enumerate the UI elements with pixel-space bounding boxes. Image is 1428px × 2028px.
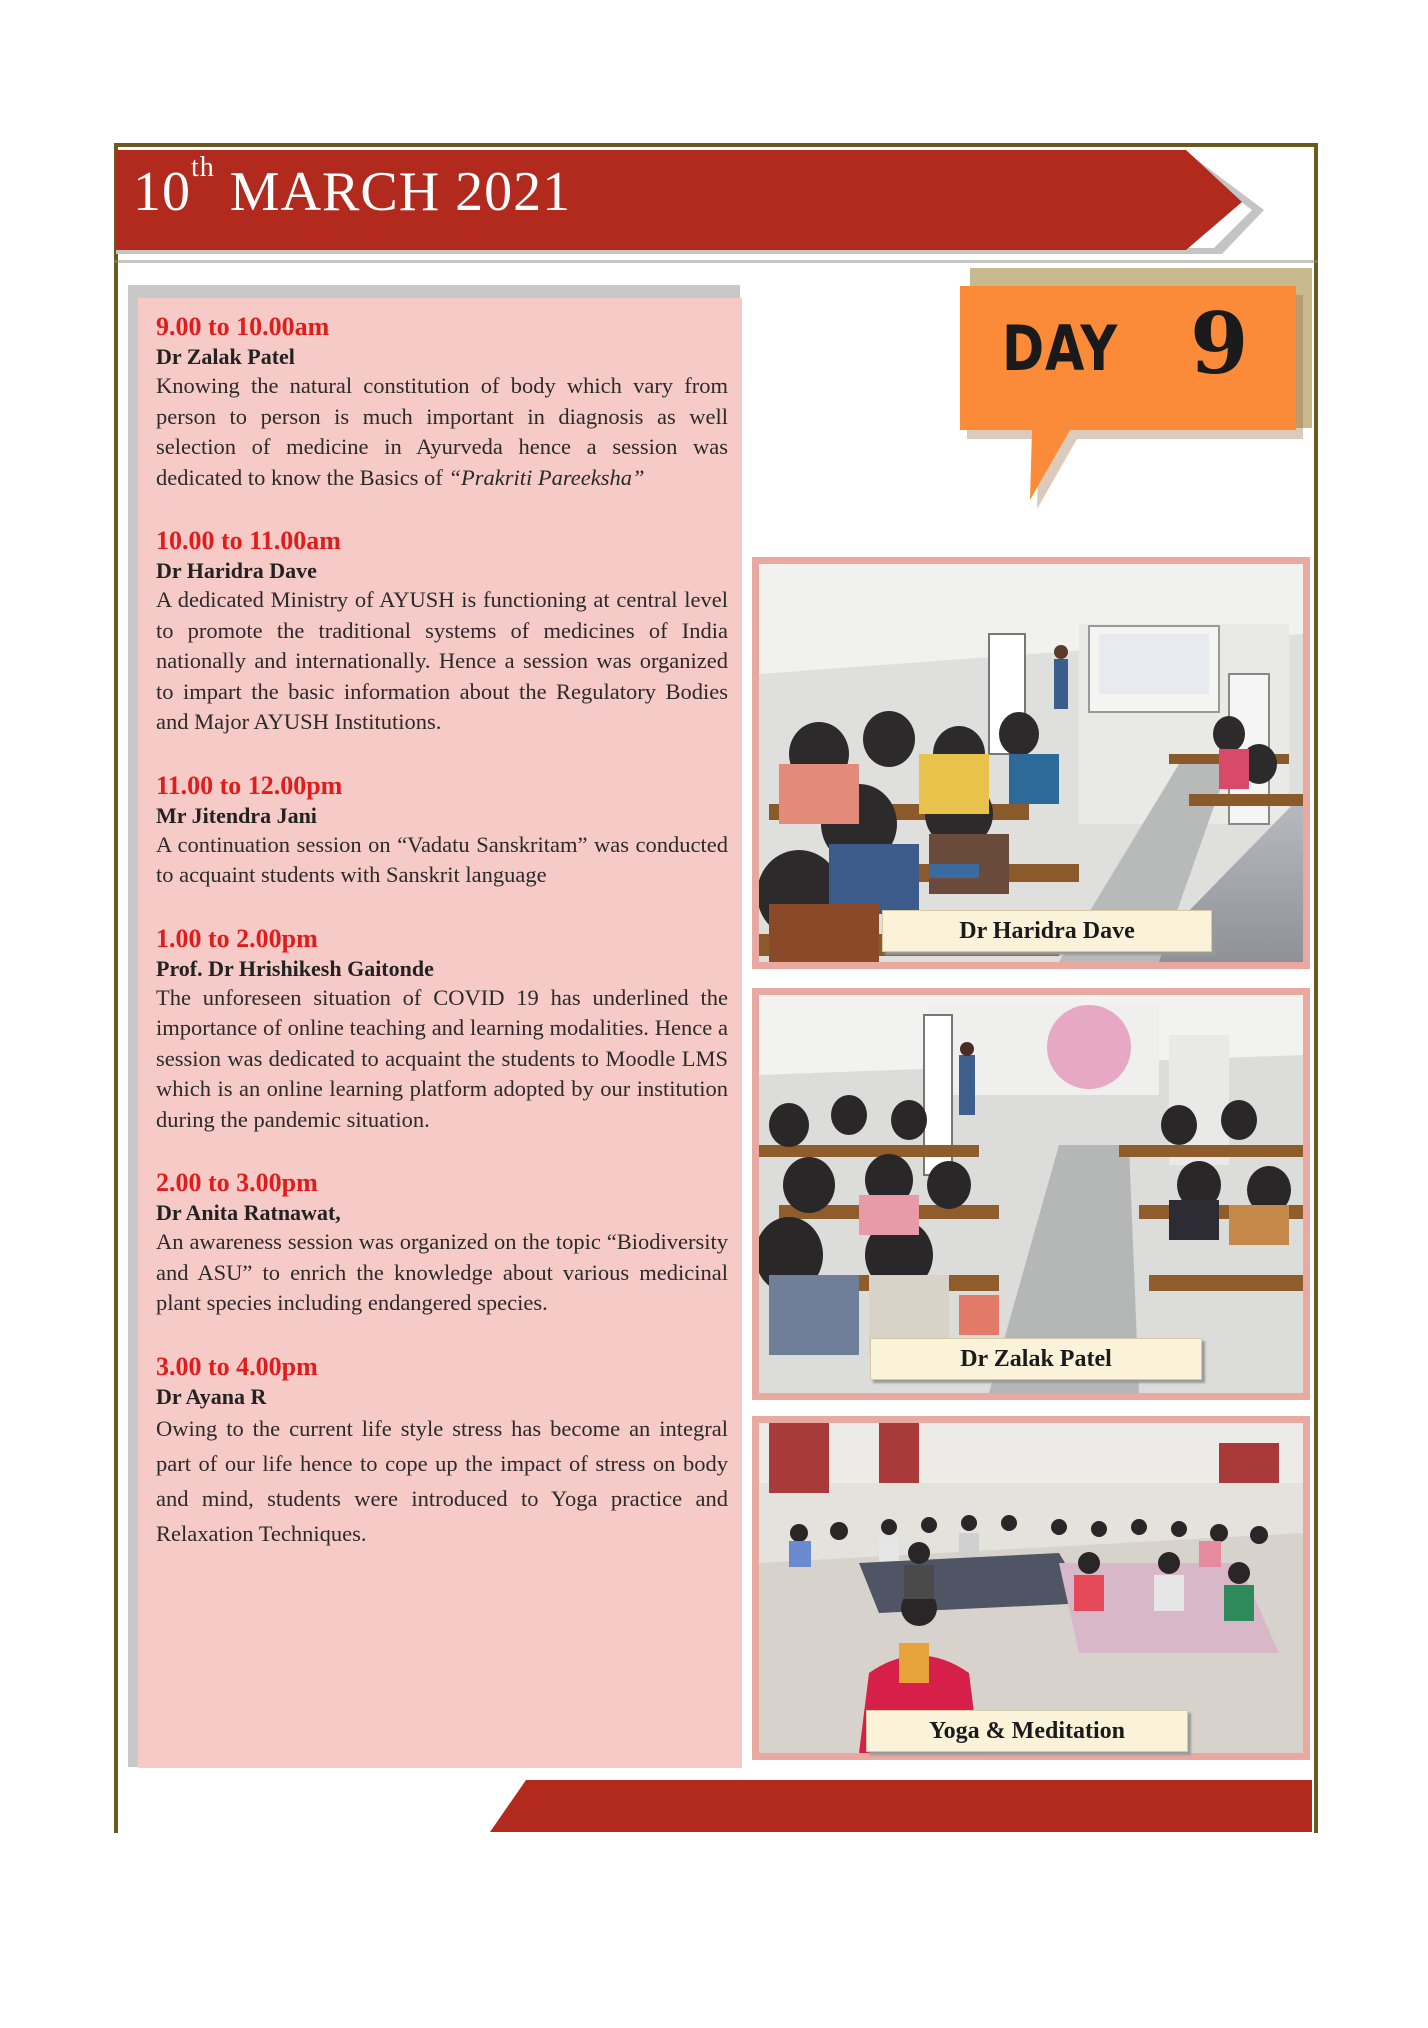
session-speaker: Prof. Dr Hrishikesh Gaitonde: [156, 955, 434, 981]
photo-caption: Yoga & Meditation: [866, 1710, 1188, 1752]
footer-bar: [490, 1780, 1312, 1832]
frame-top-border: [114, 143, 1318, 147]
session-time: 1.00 to 2.00pm: [156, 923, 318, 953]
classroom-photo: [759, 564, 1303, 962]
session-item: [156, 770, 728, 891]
frame-right-border: [1314, 143, 1318, 1833]
session-speaker: Dr Anita Ratnawat,: [156, 1200, 341, 1225]
session-speaker: Mr Jitendra Jani: [156, 802, 317, 828]
session-speaker: Dr Zalak Patel: [156, 344, 295, 369]
page-title: [133, 152, 572, 224]
session-description: The unforeseen situation of COVID 19 has underlined the importance of online teaching and learning modalities. Hence a session was dedicated to acquaint the students to Moodle LMS which is an online learning platform adopted by our institution during the pandemic situation.: [156, 984, 728, 1132]
frame-left-border: [114, 143, 118, 1833]
session-time: 10.00 to 11.00am: [156, 526, 341, 555]
session-item: [156, 311, 728, 493]
session-item: [156, 1351, 728, 1551]
frame-divider: [114, 260, 1318, 263]
session-description: Owing to the current life style stress has become an integral part of our life hence to cope up the impact of stress on body and mind, students were introduced to Yoga practice and Relaxation Techniques.: [156, 1415, 728, 1546]
session-time: 3.00 to 4.00pm: [156, 1351, 318, 1381]
session-time: 9.00 to 10.00am: [156, 312, 330, 341]
photo-yoga: [752, 1416, 1310, 1760]
session-item: [156, 525, 728, 738]
session-speaker: Dr Ayana R: [156, 1383, 267, 1409]
session-item: [156, 923, 728, 1136]
schedule-panel: [138, 298, 742, 1768]
yoga-photo: [759, 1423, 1303, 1753]
session-description: An awareness session was organized on the topic “Biodiversity and ASU” to enrich the knowledge about various medicinal plant species including endangered species.: [156, 1229, 728, 1315]
photo-caption: Dr Zalak Patel: [870, 1338, 1202, 1380]
session-time: 11.00 to 12.00pm: [156, 770, 343, 800]
session-item: [156, 1167, 728, 1319]
session-description: [156, 371, 728, 493]
title-ordinal: th: [191, 152, 215, 183]
title-day: 10: [133, 161, 191, 223]
session-speaker: Dr Haridra Dave: [156, 558, 317, 583]
session-time: 2.00 to 3.00pm: [156, 1168, 318, 1197]
session-description-text: Knowing the natural constitution of body which vary from person to person is much important in diagnosis as well selection of medicine in Ayurveda hence a session was dedicated to know the Basics of: [156, 373, 728, 490]
session-description: A continuation session on “Vadatu Sanskritam” was conducted to acquaint students with Sanskrit language: [156, 831, 728, 887]
session-description: A dedicated Ministry of AYUSH is functioning at central level to promote the traditional systems of medicines of India nationally and internationally. Hence a session was organized to impart the basic information about the Regulatory Bodies and Major AYUSH Institutions.: [156, 587, 728, 734]
day-label: DAY: [1002, 312, 1118, 385]
photo-lecture-1: [752, 557, 1310, 969]
classroom-photo: [759, 995, 1303, 1393]
title-month-year: MARCH 2021: [229, 161, 572, 223]
photo-caption: Dr Haridra Dave: [882, 910, 1212, 952]
day-number: 9: [1190, 294, 1249, 393]
session-description-italic: “Prakriti Pareeksha”: [448, 464, 645, 490]
